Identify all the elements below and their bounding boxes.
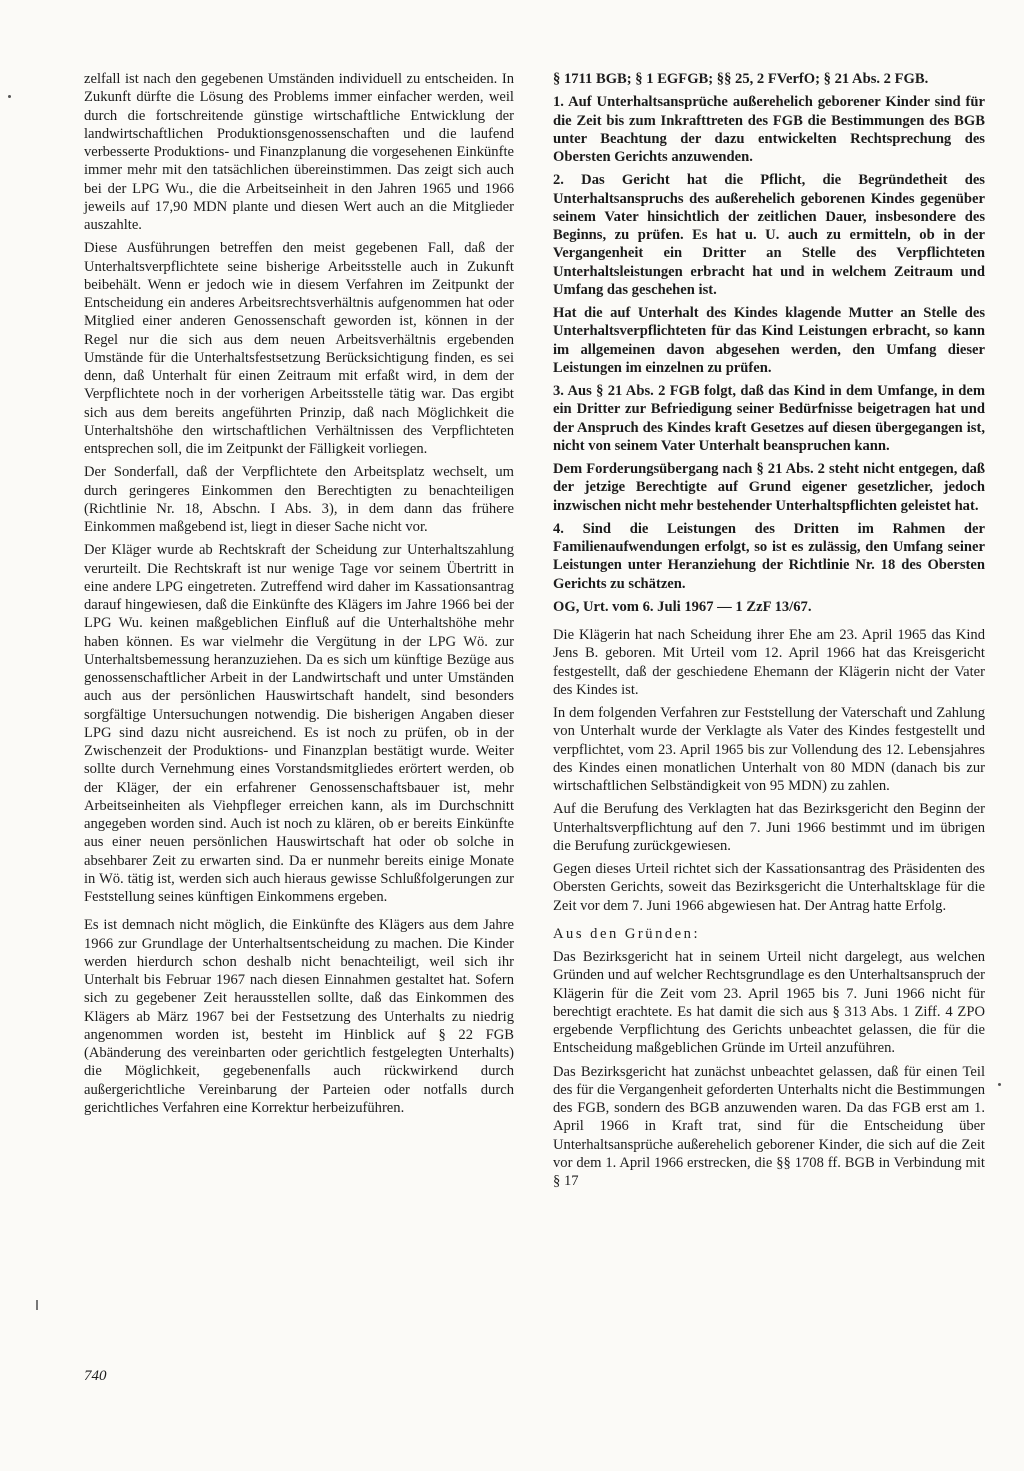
- paragraph: zelfall ist nach den gegebenen Umständen individuell zu entscheiden. In Zukunft dürfte die Lösung des Problems immer einfacher werden, weil durch die fortschreitende günstige wirtschaftliche Entwicklung der landwirtschaftlichen Produktionsgenossenschaften und die laufend verbesserte Produktions- und Finanzplanung die vorgesehenen Einkünfte immer mehr mit den tatsächlichen übereinstimmen. Das zeigt sich auch bei der LPG Wu., die die Arbeitseinheit in den Jahren 1965 und 1966 jeweils auf 17,90 MDN plante und diesen Wert auch an die Mitglieder auszahlte.: [84, 71, 514, 233]
- scan-speck: [8, 95, 11, 98]
- paragraph: Es ist demnach nicht möglich, die Einkünfte des Klägers aus dem Jahre 1966 zur Grundlage der Unterhaltsentscheidung zu machen. Die Kinder werden hierdurch schon deshalb nicht benachteiligt, weil sich ihr Unterhalt bis Februar 1967 nach diesen Einnahmen gestaltet hat. Sofern sich zu gegebener Zeit herausstellen sollte, daß das Einkommen des Klägers ab März 1967 bei der Festsetzung des Unterhalts zu niedrig angenommen worden ist, besteht im Hinblick auf § 22 FGB (Abänderung des vereinbarten oder gerichtlich festgelegten Unterhalts) die Möglichkeit, gegebenenfalls auch rückwirkend durch außergerichtliche Vereinbarung der Parteien oder notfalls durch gerichtliches Verfahren eine Korrektur herbeizuführen.: [84, 917, 514, 1116]
- paragraph: Das Bezirksgericht hat zunächst unbeachtet gelassen, daß für einen Teil des für die Vergangenheit geforderten Unterhalts nicht die Bestimmungen des FGB, sondern des BGB anzuwenden waren. Da das FGB erst am 1. April 1966 in Kraft trat, sind für die Entscheidung über Unterhaltsansprüche außerehelich geborener Kinder, die sich auf die Zeit vor dem 1. April 1966 erstrecken, die §§ 1708 ff. BGB in Verbindung mit § 17: [553, 1063, 985, 1189]
- section-title: Aus den Gründen:: [553, 925, 701, 942]
- statute-header: § 1711 BGB; § 1 EGFGB; §§ 25, 2 FVerfO; § 21 Abs. 2 FGB.: [553, 71, 929, 87]
- scan-speck: [998, 1083, 1001, 1086]
- page-number: 740: [84, 1368, 107, 1384]
- left-column: [84, 70, 514, 1122]
- headnote: Hat die auf Unterhalt des Kindes klagende Mutter an Stelle des Unterhaltsverpflichteten für das Kind Leistungen erbracht, so kann im allgemeinen davon abgesehen werden, den Umfang dieser Leistungen im einzelnen zu prüfen.: [553, 305, 985, 376]
- paragraph: Der Kläger wurde ab Rechtskraft der Scheidung zur Unterhaltszahlung verurteilt. Die Rechtskraft ist nur wenige Tage vor seinem Übertritt in eine andere LPG eingetreten. Zutreffend wird daher im Kassationsantrag darauf hingewiesen, daß die Einkünfte des Klägers im Jahre 1966 bei der LPG Wu. keinen maßgeblichen Einfluß auf die Unterhaltshöhe mehr haben können. Es war vielmehr die Vergütung in der LPG Wö. zur Unterhaltsbemessung heranzuziehen. Da es sich um künftige Bezüge aus genossenschaftlicher Arbeit in der Landwirtschaft und unter Umständen auch aus der persönlichen Hauswirtschaft handelt, sind besonders sorgfältige Untersuchungen notwendig. Die bisherigen Angaben dieser LPG sind dazu nicht ausreichend. Es ist noch zu prüfen, ob in der Zwischenzeit der Produktions- und Finanzplan bestätigt wurde. Weiter sollte durch Vernehmung eines Vorstandsmitgliedes erörtert werden, ob der Kläger, der ein erfahrener Genossenschaftsbauer ist, mehr Arbeitseinheiten als Viehpfleger erreichen kann, als im Durchschnitt angegeben worden sind. Auch ist noch zu klären, ob er bereits Einkünfte aus einer neuen persönlichen Hauswirtschaft hat oder ob solche in absehbarer Zeit zu erwarten sind. Da er nunmehr bereits einige Monate in Wö. tätig ist, werden sich auch hieraus gewisse Schlußfolgerungen zur Feststellung seines künftigen Einkommens ergeben.: [84, 542, 514, 905]
- paragraph: Die Klägerin hat nach Scheidung ihrer Ehe am 23. April 1965 das Kind Jens B. geboren. Mit Urteil vom 12. April 1966 hat das Kreisgericht festgestellt, daß der geschiedene Ehemann der Klägerin nicht der Vater des Kindes ist.: [553, 627, 985, 698]
- paragraph: Das Bezirksgericht hat in seinem Urteil nicht dargelegt, aus welchen Gründen und auf welcher Rechtsgrundlage es den Unterhaltsanspruch der Klägerin für die Zeit vom 23. April 1965 bis 7. Juni 1966 nicht für berechtigt erachtete. Es hat damit die sich aus § 313 Abs. 1 Ziff. 4 ZPO ergebende Verpflichtung des Gerichts unbeachtet gelassen, die für die Entscheidung maßgeblichen Gründe im Urteil anzuführen.: [553, 949, 985, 1057]
- paragraph: In dem folgenden Verfahren zur Feststellung der Vaterschaft und Zahlung von Unterhalt wurde der Verklagte als Vater des Kindes festgestellt und verpflichtet, vom 23. April 1965 bis zur Vollendung des 12. Lebensjahres des Kindes einen monatlichen Unterhalt von 80 MDN (danach bis zur wirtschaftlichen Selbständigkeit von 95 MDN) zu zahlen.: [553, 705, 985, 794]
- headnote: 4. Sind die Leistungen des Dritten im Rahmen der Familienaufwendungen erfolgt, so ist es zulässig, den Umfang seiner Leistungen unter Heranziehung der Richtlinie Nr. 18 des Obersten Gerichts zu schätzen.: [553, 520, 985, 592]
- paragraph: Der Sonderfall, daß der Verpflichtete den Arbeitsplatz wechselt, um durch geringeres Einkommen den Berechtigten zu benachteiligen (Richtlinie Nr. 18, Abschn. I Abs. 3), in dem dann das frühere Einkommen maßgebend ist, liegt in dieser Sache nicht vor.: [84, 464, 514, 535]
- scan-mark: [36, 1300, 38, 1310]
- right-column: [553, 70, 985, 1195]
- headnote: 2. Das Gericht hat die Pflicht, die Begründetheit des Unterhaltsanspruchs des außerehelich geborenen Kindes gegenüber seinem Vater hinsichtlich der zeitlichen Dauer, insbesondere des Beginns, zu prüfen. Es hat u. U. auch zu ermitteln, ob in der Vergangenheit ein Dritter an Stelle des Verpflichteten Unterhaltsleistungen erbracht hat und in welchem Zeitraum und Umfang das geschehen ist.: [553, 172, 985, 298]
- headnote: Dem Forderungsübergang nach § 21 Abs. 2 steht nicht entgegen, daß der jetzige Berechtigte auf Grund eigener gesetzlicher, jedoch inzwischen nicht mehr bestehender Unterhaltspflichten geleistet hat.: [553, 461, 985, 514]
- paragraph: Diese Ausführungen betreffen den meist gegebenen Fall, daß der Unterhaltsverpflichtete seine bisherige Arbeitsstelle auch in Zukunft beibehält. Wenn er jedoch wie in diesem Verfahren im Zeitpunkt der Entscheidung ein anderes Arbeitsrechtsverhältnis aufgenommen hat oder Mitglied einer anderen Genossenschaft geworden ist, können in der Regel nur die sich aus dem neuen Arbeitsverhältnis ergebenden Umstände für die Unterhaltsfestsetzung Berücksichtigung finden, es sei denn, daß Unterhalt für einen Zeitraum mit erfaßt wird, in dem der Verpflichtete noch in der vorherigen Arbeitsstelle tätig war. Das ergibt sich aus dem bereits angeführten Prinzip, daß nach Möglichkeit die Unterhaltshöhe den wirtschaftlichen Verhältnissen des Verpflichteten entsprechen soll, die im Zeitpunkt der Fälligkeit vorliegen.: [84, 240, 514, 457]
- paragraph: Gegen dieses Urteil richtet sich der Kassationsantrag des Präsidenten des Obersten Gerichts, soweit das Bezirksgericht die Unterhaltsklage für die Zeit vor dem 7. Juni 1966 abgewiesen hat. Der Antrag hatte Erfolg.: [553, 861, 985, 914]
- case-citation: OG, Urt. vom 6. Juli 1967 — 1 ZzF 13/67.: [553, 598, 812, 615]
- paragraph: Auf die Berufung des Verklagten hat das Bezirksgericht den Beginn der Unterhaltsverpflichtung auf den 7. Juni 1966 bestimmt und im übrigen die Berufung zurückgewiesen.: [553, 801, 985, 854]
- headnote: 3. Aus § 21 Abs. 2 FGB folgt, daß das Kind in dem Umfange, in dem ein Dritter zur Befriedigung seiner Bedürfnisse beigetragen hat und der Anspruch des Kindes kraft Gesetzes auf diesen übergegangen ist, nicht von seinem Vater Unterhalt beanspruchen kann.: [553, 383, 985, 454]
- headnote: 1. Auf Unterhaltsansprüche außerehelich geborener Kinder sind für die Zeit bis zum Inkrafttreten des FGB die Bestimmungen des BGB unter Beachtung der dazu entwickelten Rechtsprechung des Obersten Gerichts anzuwenden.: [553, 94, 985, 165]
